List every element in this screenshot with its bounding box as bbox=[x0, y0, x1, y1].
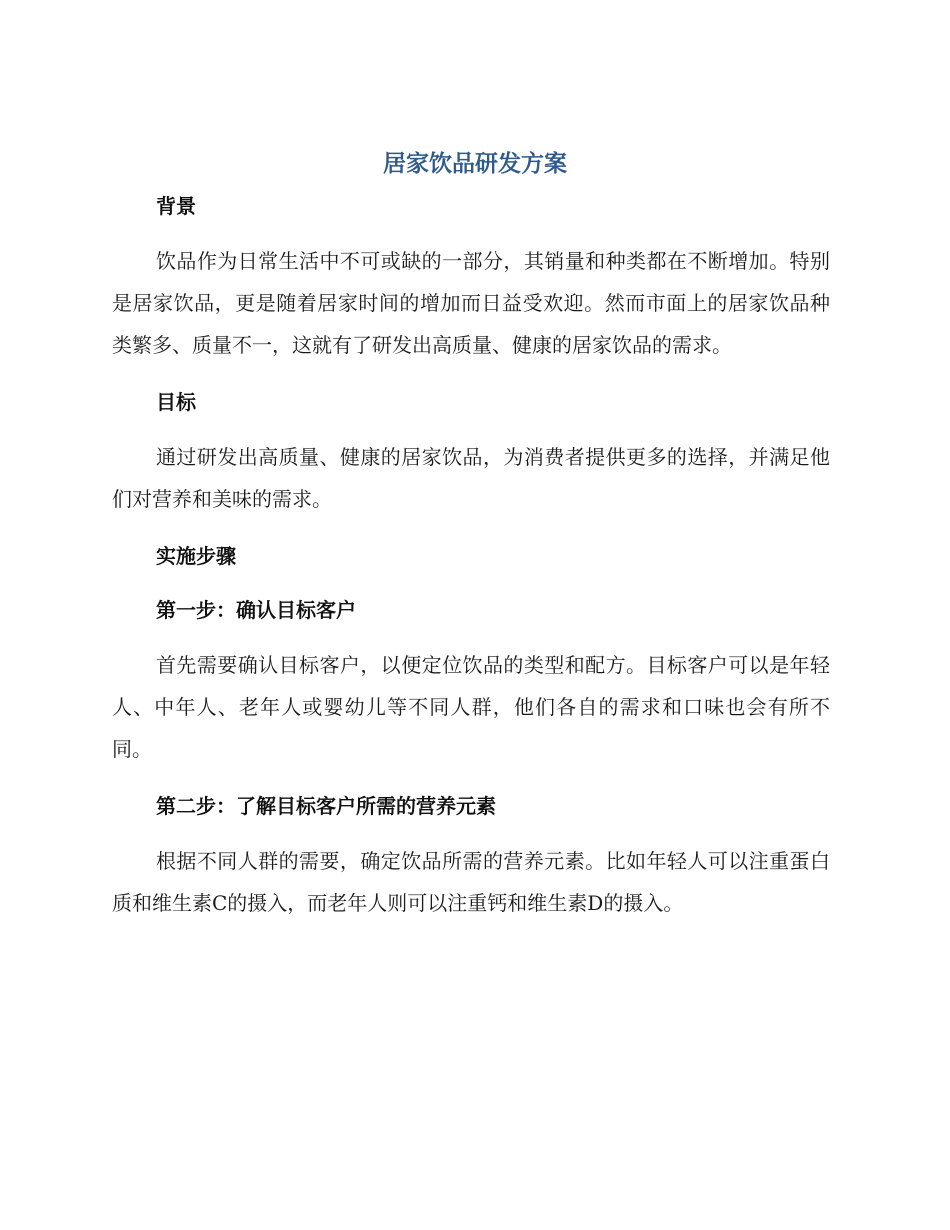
spacer bbox=[112, 226, 830, 240]
paragraph-goal: 通过研发出高质量、健康的居家饮品，为消费者提供更多的选择，并满足他们对营养和美味的需求。 bbox=[112, 445, 830, 511]
spacer bbox=[112, 770, 830, 786]
spacer bbox=[112, 520, 830, 536]
step1-heading: 第一步：确认目标客户 bbox=[156, 598, 356, 622]
section-heading-steps: 实施步骤 bbox=[156, 544, 236, 568]
document-title: 居家饮品研发方案 bbox=[383, 151, 567, 177]
paragraph-background: 饮品作为日常生活中不可或缺的一部分，其销量和种类都在不断增加。特别是居家饮品，更是随着居家时间的增加而日益受欢迎。然而市面上的居家饮品种类繁多、质量不一，这就有了研发出高质量、健康的居家饮品的需求。 bbox=[112, 249, 830, 357]
spacer bbox=[112, 630, 830, 644]
section-heading-background: 背景 bbox=[156, 194, 196, 218]
paragraph-step2: 根据不同人群的需要，确定饮品所需的营养元素。比如年轻人可以注重蛋白质和维生素C的摄入，而老年人则可以注重钙和维生素D的摄入。 bbox=[112, 849, 830, 915]
document-body bbox=[112, 186, 830, 924]
step2-heading: 第二步：了解目标客户所需的营养元素 bbox=[156, 794, 496, 818]
spacer bbox=[112, 576, 830, 590]
paragraph-step1: 首先需要确认目标客户，以便定位饮品的类型和配方。目标客户可以是年轻人、中年人、老年人或婴幼儿等不同人群，他们各自的需求和口味也会有所不同。 bbox=[112, 653, 830, 761]
spacer bbox=[112, 422, 830, 436]
section-heading-goal: 目标 bbox=[156, 390, 196, 414]
spacer bbox=[112, 826, 830, 840]
spacer bbox=[112, 366, 830, 382]
